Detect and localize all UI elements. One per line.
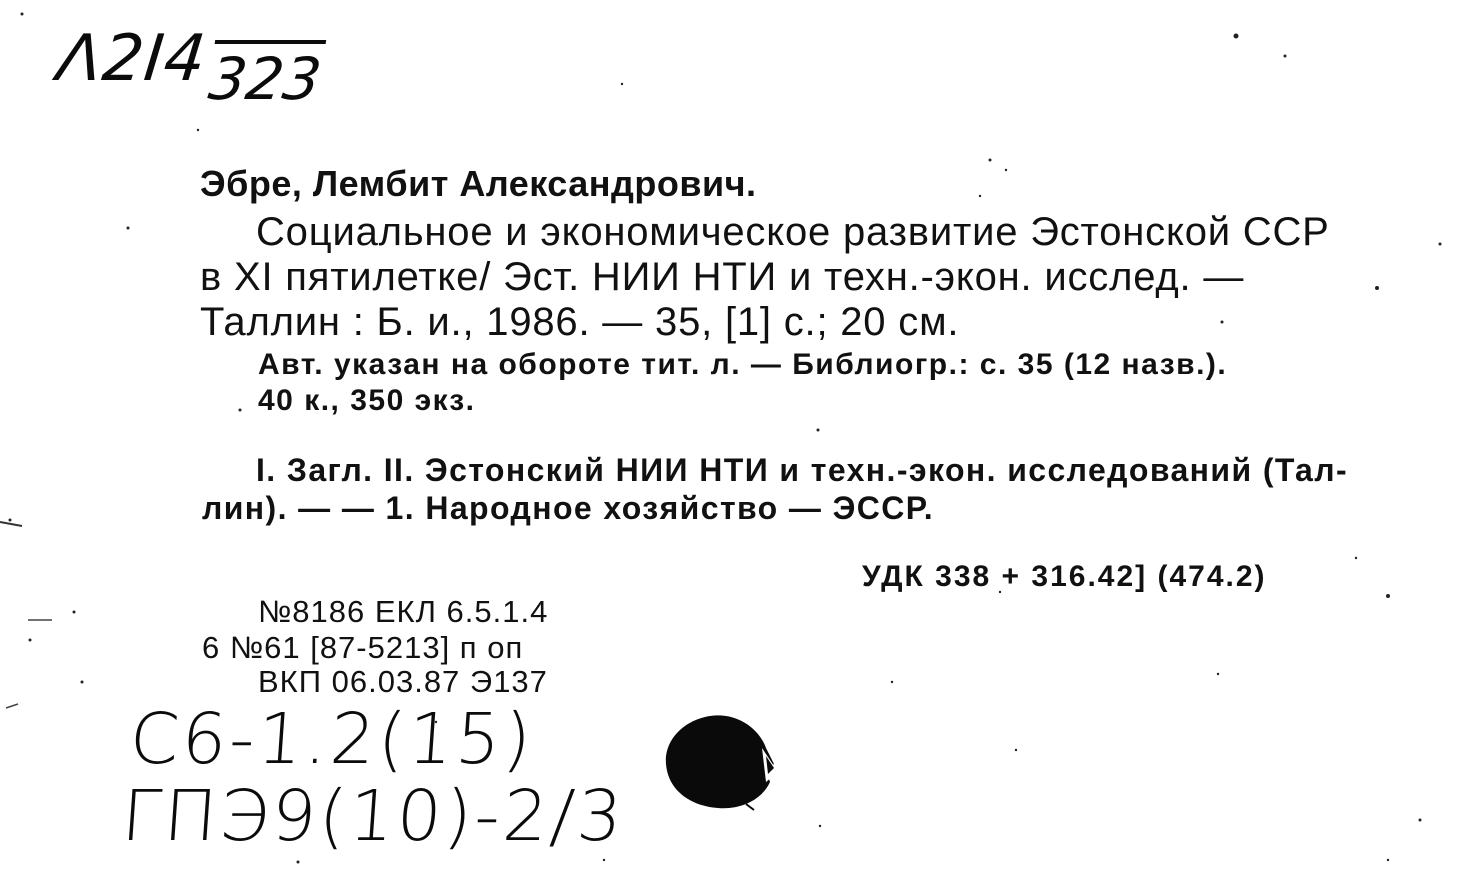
- price-circulation-line: 40 к., 350 экз.: [258, 384, 476, 417]
- handwritten-index-code: ΓΠЭ9(10)-2/3: [119, 775, 628, 857]
- shelf-mark-fraction: 323: [205, 40, 326, 114]
- author-heading: Эбре, Лембит Александрович.: [200, 163, 757, 204]
- title-line: Социальное и экономическое развитие Эстонской ССР: [256, 210, 1330, 254]
- shelf-mark: Λ2I4: [54, 22, 210, 96]
- stamp-line: №8186 ЕКЛ 6.5.1.4: [258, 594, 549, 629]
- punch-hole-blot: [662, 712, 780, 812]
- tracing-line: I. Загл. II. Эстонский НИИ НТИ и техн.-экон. исследований (Тал-: [256, 452, 1349, 488]
- imprint-line: Таллин : Б. и., 1986. — 35, [1] с.; 20 см.: [200, 300, 960, 344]
- stamp-line: 6 №61 [87-5213] п оп: [202, 630, 524, 665]
- note-line: Авт. указан на обороте тит. л. — Библиогр.: с. 35 (12 назв.).: [258, 348, 1228, 381]
- handwritten-class-code: C6-1.2(15): [127, 698, 537, 780]
- udk-classification: УДК 338 + 316.42] (474.2): [862, 560, 1267, 593]
- stamp-line: ВКП 06.03.87 Э137: [258, 664, 548, 699]
- tracing-line: лин). — — 1. Народное хозяйство — ЭССР.: [202, 490, 935, 526]
- title-line: в XI пятилетке/ Эст. НИИ НТИ и техн.-экон. исслед. —: [200, 255, 1245, 299]
